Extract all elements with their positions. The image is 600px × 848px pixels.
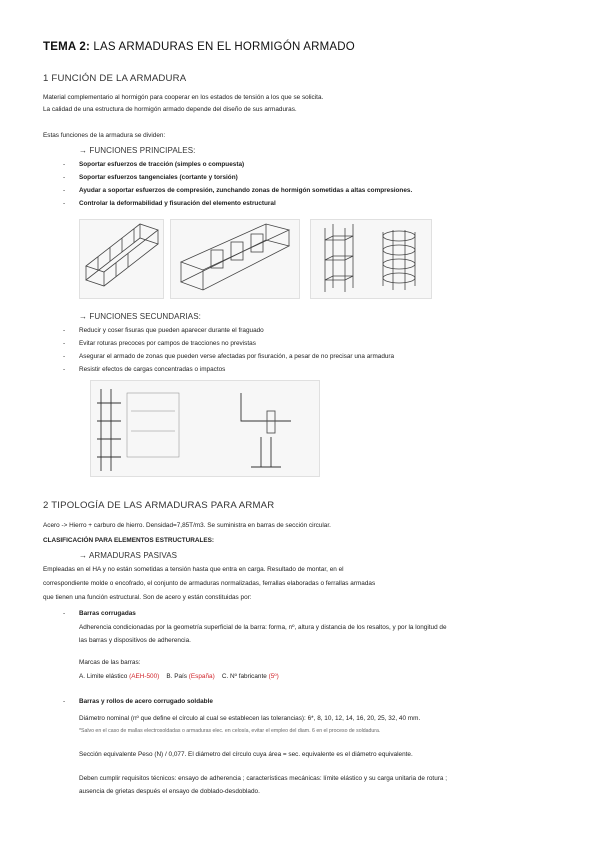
marcas-line: A. Limite elástico (AEH-500) B. País (España) C. Nº fabricante (5º)	[79, 673, 279, 680]
list-item: Resistir efectos de cargas concentradas o impactos	[79, 366, 226, 373]
pasivas-line-2: correspondiente molde o encofrado, el conjunto de armaduras normalizadas, ferrallas elaboradas o ferrallas armadas	[43, 580, 376, 587]
rebar-column-figure	[310, 219, 432, 299]
rebar-stirrups-icon	[171, 220, 299, 298]
bullet-dash: -	[63, 366, 66, 373]
section-2-heading: 2 TIPOLOGÍA DE LAS ARMADURAS PARA ARMAR	[43, 500, 275, 511]
rebar-detail-icon	[91, 381, 319, 476]
list-item: Asegurar el armado de zonas que pueden verse afectadas por fisuración, a pesar de no precisar una armadura	[79, 353, 395, 360]
functions-lead: Estas funciones de la armadura se dividen:	[43, 132, 166, 139]
bullet-dash: -	[63, 610, 66, 617]
clasificacion-heading: CLASIFICACIÓN PARA ELEMENTOS ESTRUCTURALES:	[43, 537, 215, 544]
bullet-dash: -	[63, 174, 66, 181]
pasivas-line-1: Empleadas en el HA y no están sometidas a tensión hasta que entra en carga. Resultado de montar, en el	[43, 566, 344, 573]
page-title: TEMA 2: LAS ARMADURAS EN EL HORMIGÓN ARMADO	[43, 41, 355, 53]
rollos-title: Barras y rollos de acero corrugado soldable	[79, 698, 213, 705]
bullet-dash: -	[63, 327, 66, 334]
intro-line-1: Material complementario al hormigón para cooperar en los estados de tensión a los que se solicita.	[43, 94, 324, 101]
requisitos-line-2: ausencia de grietas después el ensayo de doblado-desdoblado.	[79, 788, 260, 795]
list-item: Reducir y coser fisuras que pueden aparecer durante el fraguado	[79, 327, 264, 334]
adherencia-line-1: Adherencia condicionadas por la geometría superficial de la barra: forma, nº, altura y distancia de los resaltos, y por la longitud de	[79, 624, 447, 631]
list-item: Soportar esfuerzos de tracción (simples o compuesta)	[79, 161, 245, 168]
rebar-detail-figure	[90, 380, 320, 477]
list-item: Ayudar a soportar esfuerzos de compresión, zunchando zonas de hormigón sometidas a altas compresiones.	[79, 187, 413, 194]
rebar-cage-beam-icon	[80, 220, 163, 298]
barras-corrugadas-title: Barras corrugadas	[79, 610, 136, 617]
acero-definition: Acero -> Hierro + carburo de hierro. Densidad=7,85T/m3. Se suministra en barras de sección circular.	[43, 522, 331, 529]
bullet-dash: -	[63, 161, 66, 168]
rebar-cage-figure-2	[170, 219, 300, 299]
bullet-dash: -	[63, 340, 66, 347]
diametro-nominal: Diámetro nominal (nº que define el círculo al cual se establecen las tolerancias): 6*, 8, 10, 12, 14, 16, 20, 25, 32, 40 mm.	[79, 715, 421, 722]
rebar-cage-figure-1	[79, 219, 164, 299]
bullet-dash: -	[63, 187, 66, 194]
adherencia-line-2: las barras y dispositivos de adherencia.	[79, 637, 191, 644]
requisitos-line-1: Deben cumplir requisitos técnicos: ensayo de adherencia ; características mecánicas: límite elástico y su carga unitaria de rotura ;	[79, 775, 447, 782]
pasivas-title: → ARMADURAS PASIVAS	[79, 551, 178, 560]
rebar-column-spiral-icon	[311, 220, 431, 298]
intro-line-2: La calidad de una estructura de hormigón armado depende del diseño de sus armaduras.	[43, 106, 297, 113]
diametro-note: *Salvo en el caso de mallas electrosoldadas o armaduras elec. en celosía, evitar el empleo del diam. 6 en el proceso de soldadura.	[79, 728, 381, 734]
list-item: Evitar roturas precoces por campos de tracciones no previstas	[79, 340, 256, 347]
marcas-title: Marcas de las barras:	[79, 659, 141, 666]
list-item: Soportar esfuerzos tangenciales (cortante y torsión)	[79, 174, 238, 181]
bullet-dash: -	[63, 698, 66, 705]
secondary-functions-title: → FUNCIONES SECUNDARIAS:	[79, 312, 201, 321]
section-1-heading: 1 FUNCIÓN DE LA ARMADURA	[43, 73, 187, 84]
principal-functions-title: → FUNCIONES PRINCIPALES:	[79, 146, 196, 155]
bullet-dash: -	[63, 200, 66, 207]
bullet-dash: -	[63, 353, 66, 360]
seccion-equivalente: Sección equivalente Peso (N) / 0,077. El diámetro del círculo cuya área = sec. equivalente es el diámetro equivalente.	[79, 751, 413, 758]
pasivas-line-3: que tienen una función estructural. Son de acero y están constituidas por:	[43, 594, 252, 601]
list-item: Controlar la deformabilidad y fisuración del elemento estructural	[79, 200, 276, 207]
